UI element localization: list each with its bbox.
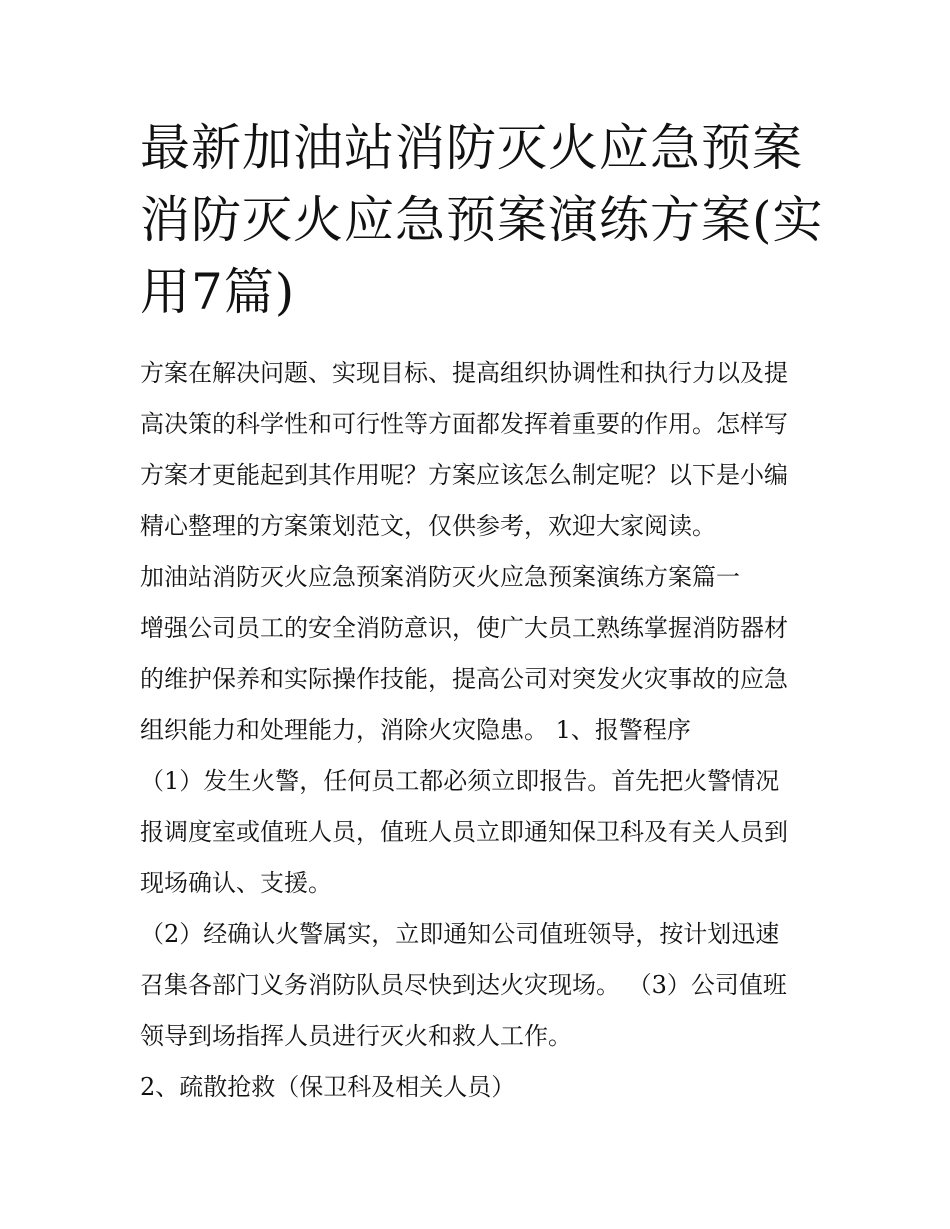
document-page — [140, 112, 824, 1113]
step-2-paragraph — [140, 909, 820, 1062]
intro-line-4: 精心整理的方案策划范文，仅供参考，欢迎大家阅读。 — [140, 512, 716, 540]
step-1-paragraph — [140, 756, 820, 909]
subheading-evacuation: 2、疏散抢救（保卫科及相关人员） — [140, 1073, 516, 1101]
step-1-line-2: 报调度室或值班人员，值班人员立即通知保卫科及有关人员到 — [140, 818, 788, 846]
intro-paragraph — [140, 348, 820, 552]
section-title: 加油站消防灭火应急预案消防灭火应急预案演练方案篇一 — [140, 563, 740, 591]
document-title — [140, 112, 824, 328]
step-2-line-1: （2）经确认火警属实，立即通知公司值班领导，按计划迅速 — [140, 920, 780, 948]
intro-line-3: 方案才更能起到其作用呢？方案应该怎么制定呢？以下是小编 — [140, 461, 788, 489]
title-line-1: 最新加油站消防灭火应急预案 — [140, 119, 803, 177]
purpose-paragraph — [140, 603, 820, 756]
purpose-line-2: 的维护保养和实际操作技能，提高公司对突发火灾事故的应急 — [140, 665, 788, 693]
step-2-line-2: 召集各部门义务消防队员尽快到达火灾现场。 （3）公司值班 — [140, 971, 787, 999]
purpose-line-1: 增强公司员工的安全消防意识，使广大员工熟练掌握消防器材 — [140, 614, 788, 642]
title-line-3: 用7篇) — [140, 263, 296, 321]
intro-line-2: 高决策的科学性和可行性等方面都发挥着重要的作用。怎样写 — [140, 410, 788, 438]
intro-line-1: 方案在解决问题、实现目标、提高组织协调性和执行力以及提 — [140, 359, 788, 387]
title-line-2: 消防灭火应急预案演练方案(实 — [140, 191, 824, 249]
step-1-line-3: 现场确认、支援。 — [140, 869, 332, 897]
step-1-line-1: （1）发生火警，任何员工都必须立即报告。首先把火警情况 — [140, 767, 780, 795]
purpose-line-3: 组织能力和处理能力，消除火灾隐患。 1、报警程序 — [140, 716, 691, 744]
step-2-line-3: 领导到场指挥人员进行灭火和救人工作。 — [140, 1022, 572, 1050]
